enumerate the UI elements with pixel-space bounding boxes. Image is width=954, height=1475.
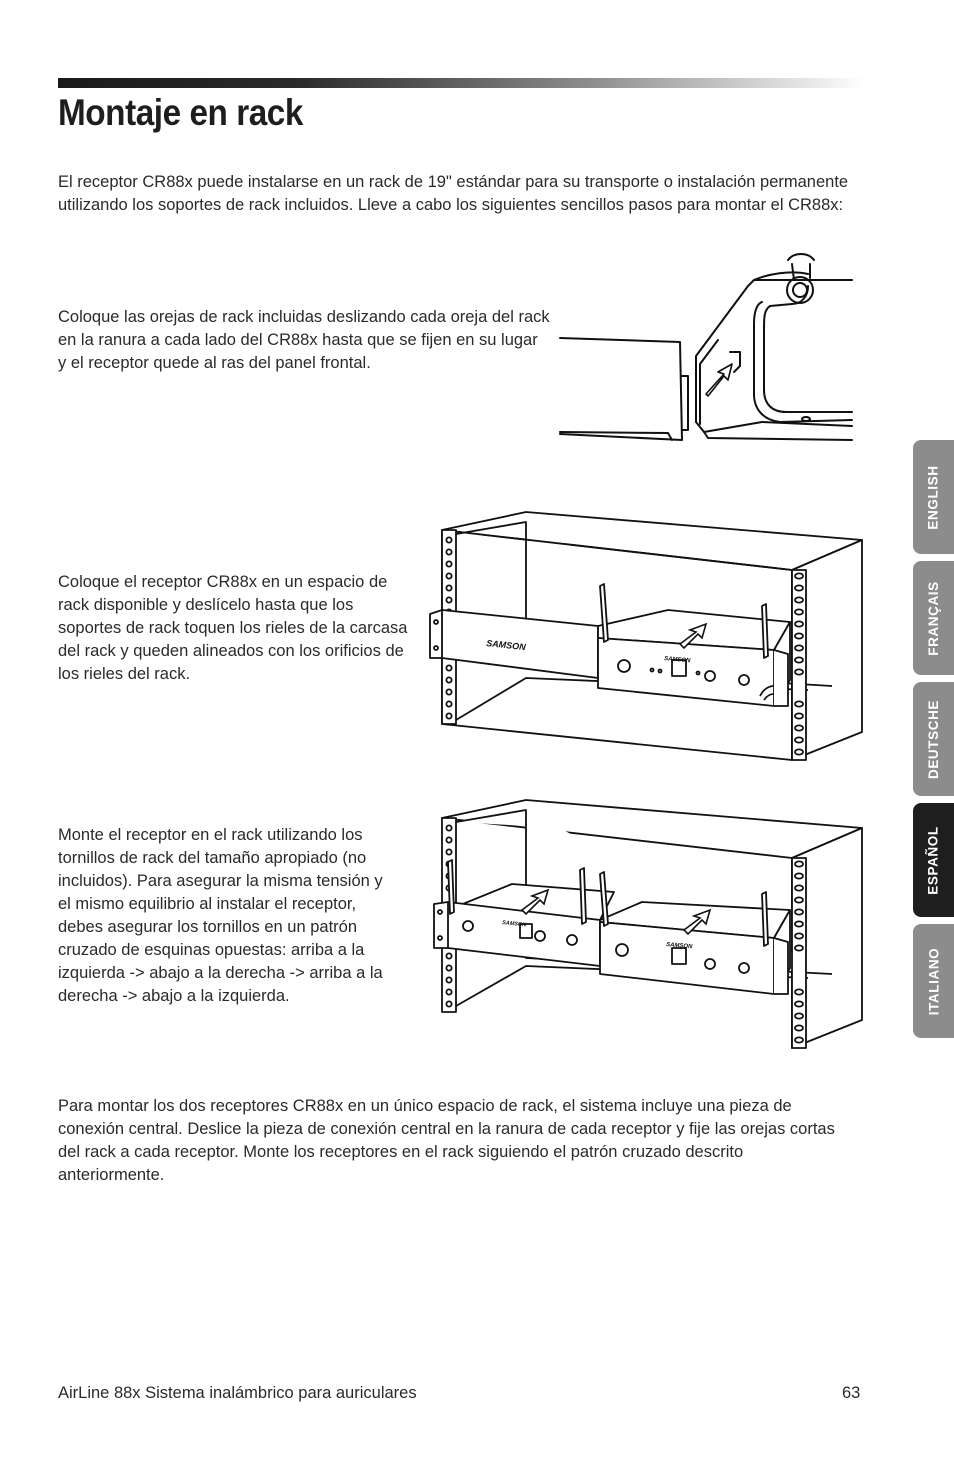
page-title: Montaje en rack xyxy=(58,92,303,133)
tab-english[interactable]: ENGLISH xyxy=(913,440,954,554)
header-gradient-bar xyxy=(58,78,866,88)
footer-title: AirLine 88x Sistema inalámbrico para auriculares xyxy=(58,1384,417,1402)
samson-logo-receiver: SAMSON xyxy=(663,656,691,665)
tab-deutsche[interactable]: DEUTSCHE xyxy=(913,682,954,796)
tab-francais[interactable]: FRANÇAIS xyxy=(913,561,954,675)
samson-logo-panel: SAMSON xyxy=(485,638,527,653)
samson-logo-right-receiver: SAMSON xyxy=(665,942,693,951)
step3-paragraph: Monte el receptor en el rack utilizando los tornillos de rack del tamaño apropiado (no incluidos). Para asegurar la misma tensión y el mismo equilibrio al instalar el receptor, debes asegurar los tornillos en un patrón cruzado de esquinas opuestas: arriba a la izquierda -> abajo a la derecha -> arriba a la derecha -> abajo a la izquierda. xyxy=(58,826,383,1005)
intro-paragraph: El receptor CR88x puede instalarse en un rack de 19" estándar para su transporte o instalación permanente utilizando los soportes de rack incluidos. Lleve a cabo los siguientes sencillos pasos para montar el CR88x: xyxy=(58,173,849,214)
rack-single-receiver-illustration xyxy=(428,510,866,762)
rack-dual-receiver-illustration xyxy=(428,798,866,1050)
step2-paragraph: Coloque el receptor CR88x en un espacio de rack disponible y deslícelo hasta que los soportes de rack toquen los rieles de la carcasa del rack y queden alineados con los orificios de los rieles del rack. xyxy=(58,573,408,683)
step1-paragraph: Coloque las orejas de rack incluidas deslizando cada oreja del rack en la ranura a cada lado del CR88x hasta que se fijen en su lugar y el receptor quede al ras del panel frontal. xyxy=(58,308,550,372)
tab-espanol[interactable]: ESPAÑOL xyxy=(913,803,954,917)
step4-paragraph: Para montar los dos receptores CR88x en un único espacio de rack, el sistema incluye una pieza de conexión central. Deslice la pieza de conexión central en la ranura de cada receptor y fije las orejas cortas del rack a cada receptor. Monte los receptores en el rack siguiendo el patrón cruzado descrito anteriormente. xyxy=(58,1097,835,1184)
page-number: 63 xyxy=(842,1384,861,1402)
samson-logo-left-receiver: SAMSON xyxy=(501,920,527,929)
tab-italiano[interactable]: ITALIANO xyxy=(913,924,954,1038)
rack-ear-illustration xyxy=(558,244,854,446)
